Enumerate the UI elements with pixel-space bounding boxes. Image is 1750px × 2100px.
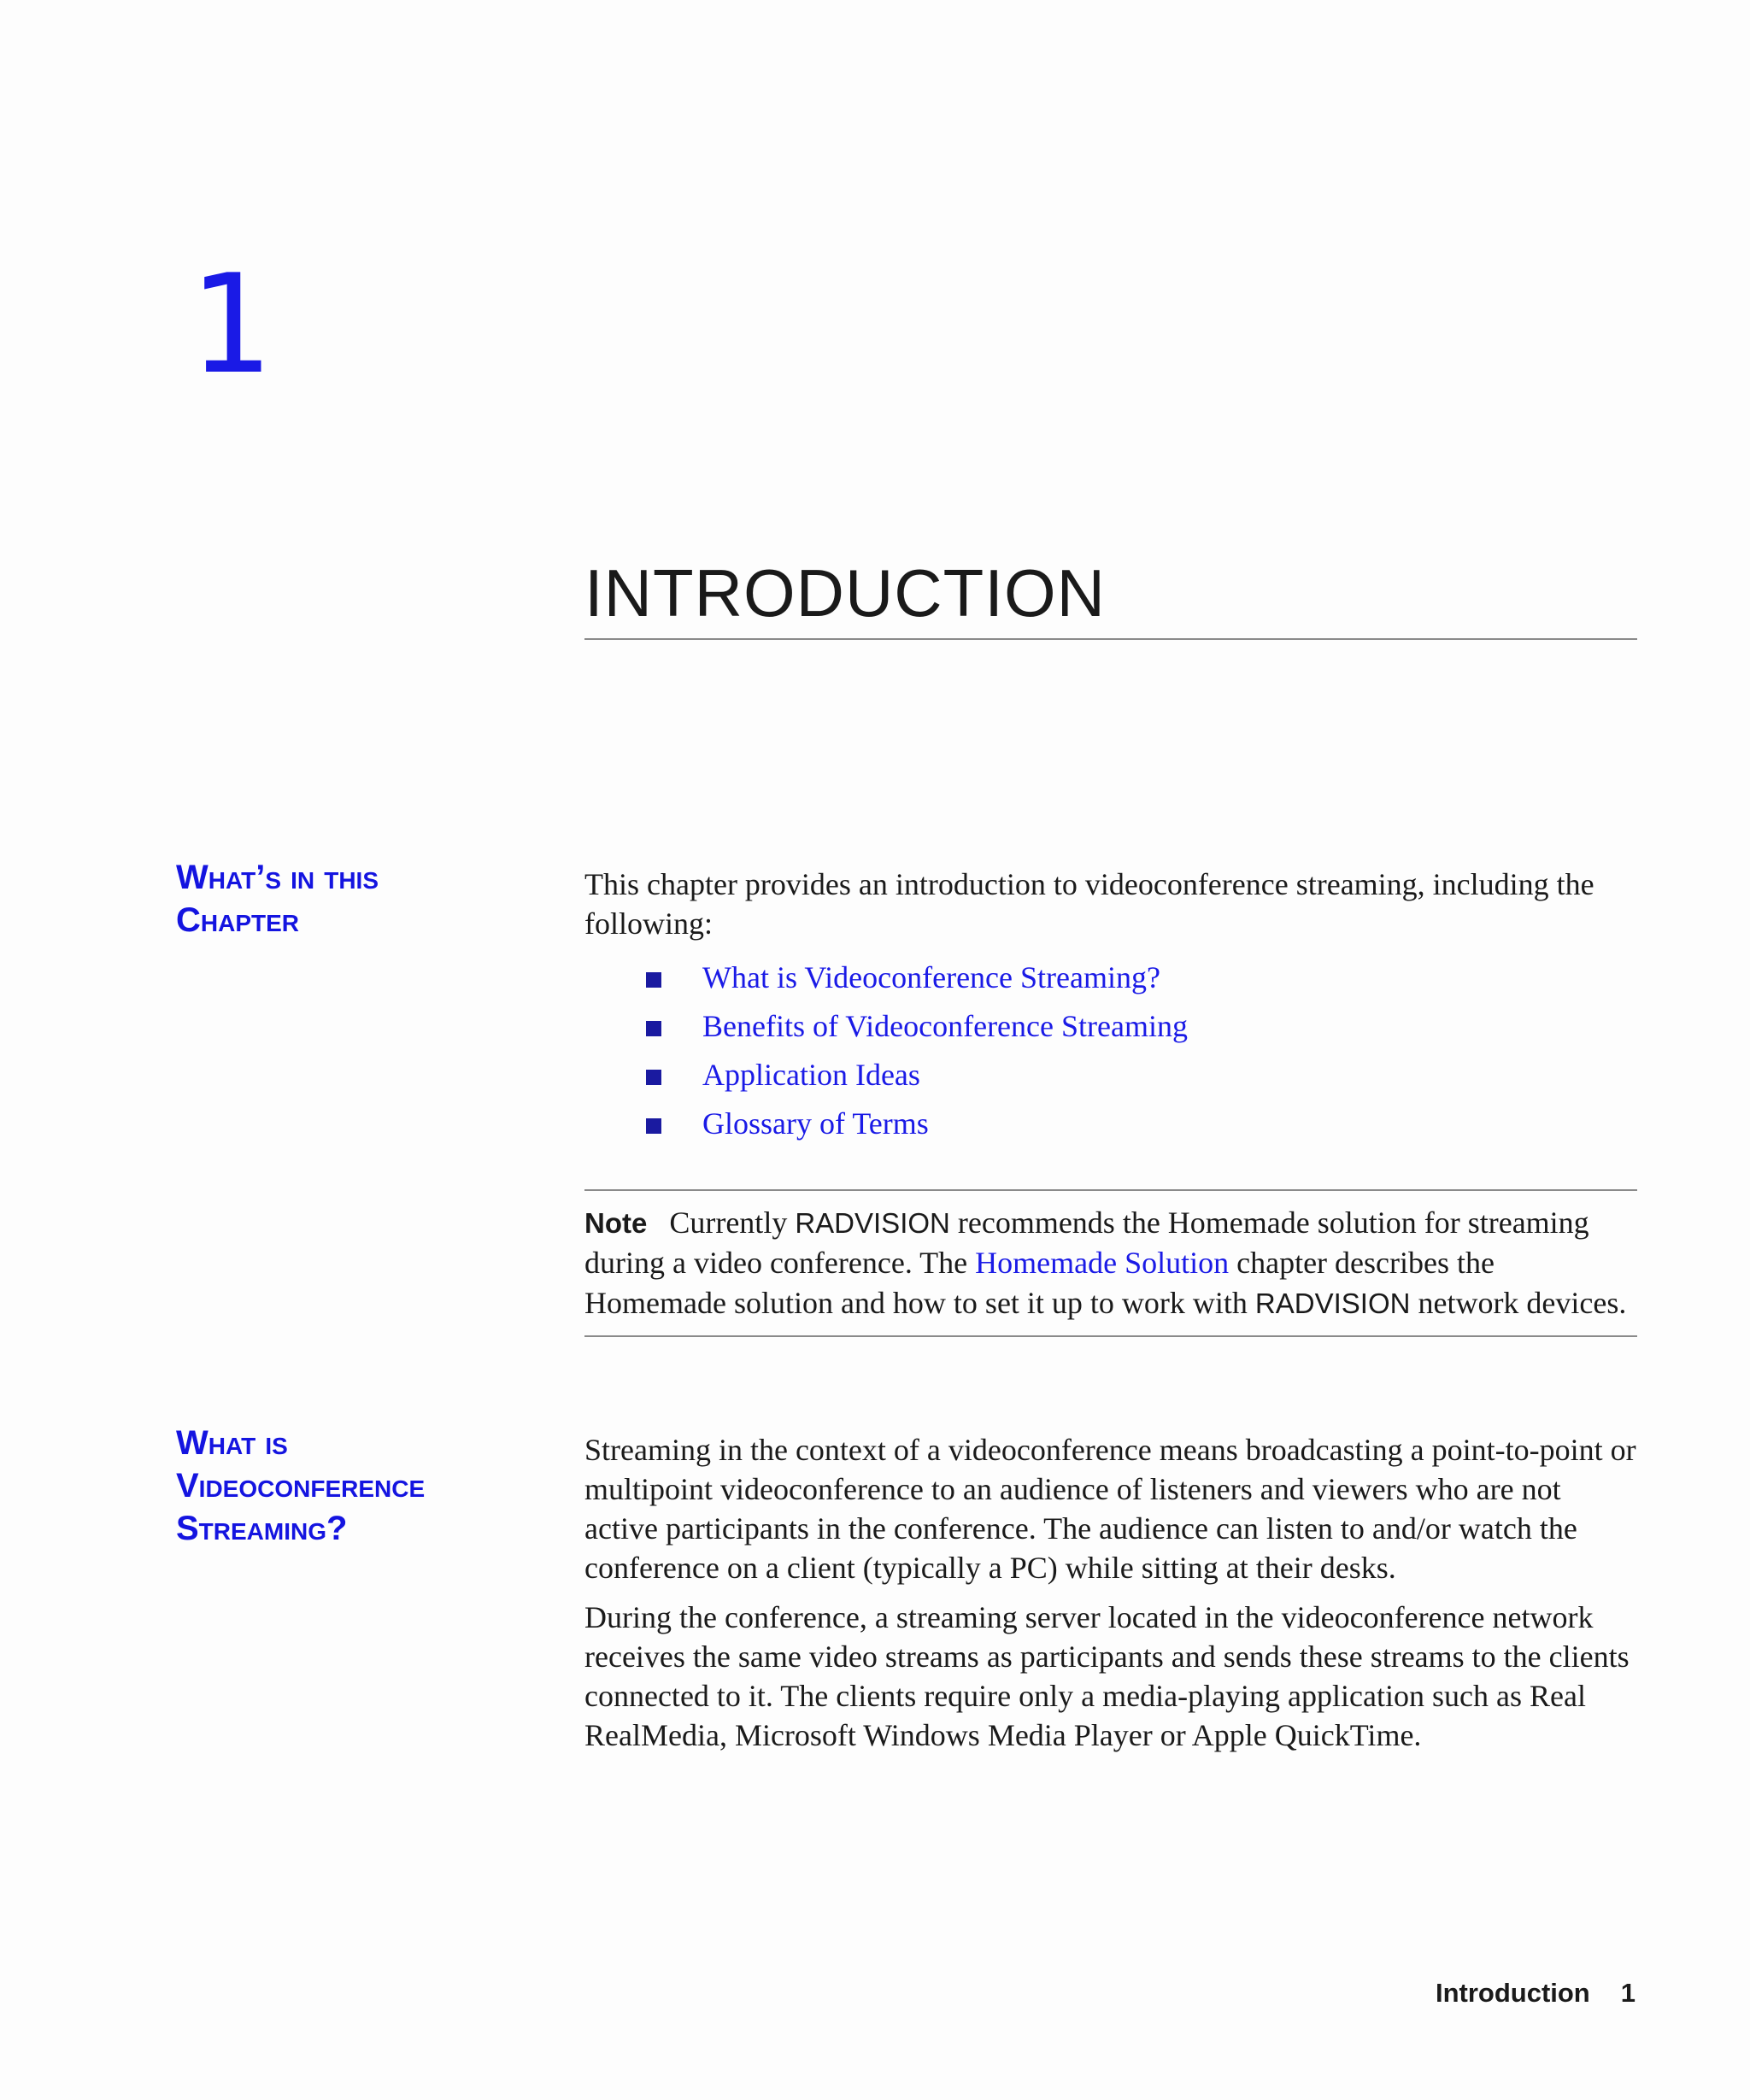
section-body-what-is-videoconference-streaming bbox=[584, 1430, 1637, 1765]
list-item[interactable] bbox=[584, 1100, 1637, 1148]
heading-line: Chapter bbox=[176, 901, 300, 939]
chapter-number: 1 bbox=[188, 244, 271, 404]
heading-line: What is bbox=[176, 1424, 288, 1462]
brand-name: RADVISION bbox=[795, 1207, 950, 1239]
chapter-title: INTRODUCTION bbox=[584, 555, 1106, 631]
section-heading-whats-in-this-chapter bbox=[176, 856, 535, 941]
square-bullet-icon bbox=[646, 1070, 661, 1085]
note-text: Currently bbox=[669, 1205, 788, 1240]
chapter-contents-list bbox=[584, 953, 1637, 1148]
square-bullet-icon bbox=[646, 1118, 661, 1134]
list-item[interactable] bbox=[584, 1051, 1637, 1100]
brand-name: RADVISION bbox=[1254, 1288, 1411, 1319]
intro-paragraph: This chapter provides an introduction to videoconference streaming, including the following: bbox=[584, 867, 1594, 941]
list-item[interactable] bbox=[584, 1002, 1637, 1051]
note-box bbox=[584, 1189, 1637, 1337]
heading-line: What’s in this bbox=[176, 859, 379, 896]
page-number: 1 bbox=[1620, 1978, 1635, 2008]
note-text: recommends the Homemade solution for streaming during a video conference. The bbox=[584, 1205, 1589, 1280]
homemade-solution-link[interactable]: Homemade Solution bbox=[975, 1246, 1230, 1280]
toc-link[interactable]: Glossary of Terms bbox=[702, 1106, 929, 1141]
page-footer bbox=[1436, 1978, 1635, 2009]
chapter-title-block bbox=[584, 555, 1637, 640]
body-paragraph: During the conference, a streaming server located in the videoconference network receives the same video streams as participants and sends these streams to the clients connected to it. The clients require only a media-playing application such as Real RealMedia, Microsoft Windows Media Player or Apple QuickTime. bbox=[584, 1600, 1630, 1752]
list-item[interactable] bbox=[584, 953, 1637, 1002]
heading-line: Streaming? bbox=[176, 1510, 348, 1547]
note-text: chapter describes the Homemade solution and how to set it up to work with bbox=[584, 1246, 1495, 1320]
note-text: network devices. bbox=[1418, 1286, 1627, 1320]
note-label: Note bbox=[584, 1207, 648, 1239]
square-bullet-icon bbox=[646, 1021, 661, 1036]
square-bullet-icon bbox=[646, 972, 661, 988]
footer-section-name: Introduction bbox=[1435, 1978, 1590, 2008]
toc-link[interactable]: Application Ideas bbox=[702, 1058, 920, 1092]
section-heading-what-is-videoconference-streaming bbox=[176, 1422, 535, 1550]
toc-link[interactable]: Benefits of Videoconference Streaming bbox=[702, 1009, 1188, 1043]
heading-line: Videoconference bbox=[176, 1467, 426, 1505]
section-body-whats-in-this-chapter bbox=[584, 865, 1637, 1148]
toc-link[interactable]: What is Videoconference Streaming? bbox=[702, 960, 1160, 994]
body-paragraph: Streaming in the context of a videoconference means broadcasting a point-to-point or multipoint videoconference to an audience of listeners and viewers who are not active participants in the conference. The audience can listen to and/or watch the conference on a client (typically a PC) while sitting at their desks. bbox=[584, 1433, 1636, 1585]
